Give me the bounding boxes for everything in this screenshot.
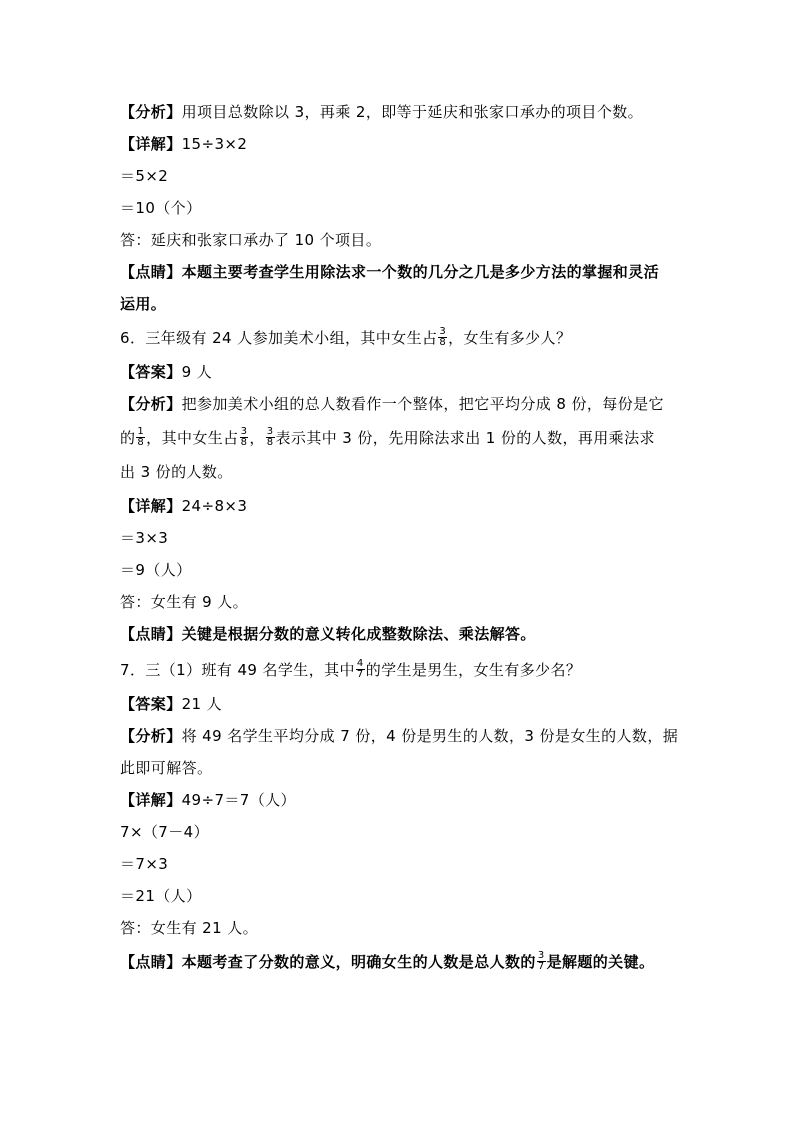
analysis-line — [120, 394, 664, 414]
tag-answer: 【答案】 — [120, 695, 182, 713]
fraction-3-8: $\frac{3}{8}$ — [266, 426, 274, 448]
calc-step: ＝21（人） — [120, 887, 202, 905]
analysis-continuation: 的 $\frac{1}{8}$ ，其中女生占 $\frac{3}{8}$ ， $\frac{3}{8}$ 表示其中 3 份，先用除法求出 1 份的人数，再用乘法求 — [120, 426, 655, 448]
calc-step: ＝7×3 — [120, 855, 169, 873]
solution-text: 49÷7＝7（人） — [181, 791, 296, 809]
question-6-text-a: 6．三年级有 24 人参加美术小组，其中女生占 — [120, 329, 438, 347]
tag-solution: 【详解】 — [120, 791, 182, 809]
tag-analysis: 【分析】 — [120, 395, 182, 413]
answer-text: 21 人 — [181, 695, 223, 713]
question-6-text-b: ，女生有多少人？ — [448, 329, 572, 347]
analysis-text: 把参加美术小组的总人数看作一个整体，把它平均分成 8 份，每份是它 — [181, 395, 664, 413]
comment-text: 本题主要考查学生用除法求一个数的几分之几是多少方法的掌握和灵活 — [181, 263, 660, 281]
calc-step: ＝10（个） — [120, 199, 202, 217]
calc-step: ＝9（人） — [120, 561, 192, 579]
solution-line — [120, 790, 296, 810]
analysis-continuation: 出 3 份的人数。 — [120, 463, 233, 481]
question-7 — [120, 660, 581, 681]
tag-comment: 【点睛】 — [120, 953, 182, 971]
solution-text: 24÷8×3 — [181, 497, 248, 515]
question-6 — [120, 328, 571, 349]
fraction-3-8: $\frac{3}{8}$ — [439, 326, 447, 348]
tag-solution: 【详解】 — [120, 497, 182, 515]
comment-text-end: 是解题的关键。 — [546, 953, 655, 971]
fraction-1-8: $\frac{1}{8}$ — [137, 426, 145, 448]
analysis-line — [120, 726, 678, 746]
comment-text: 关键是根据分数的意义转化成整数除法、乘法解答。 — [181, 625, 536, 643]
tag-comment: 【点睛】 — [120, 263, 182, 281]
answer-line — [120, 362, 212, 382]
comment-text: 本题考查了分数的意义，明确女生的人数是总人数的 — [181, 953, 536, 971]
solution-text: 15÷3×2 — [181, 135, 248, 153]
solution-line — [120, 134, 247, 154]
answer-line — [120, 694, 222, 714]
fraction-3-7: $\frac{3}{7}$ — [537, 950, 545, 972]
tag-answer: 【答案】 — [120, 363, 182, 381]
answer-statement: 答：延庆和张家口承办了 10 个项目。 — [120, 231, 382, 249]
analysis-line — [120, 102, 643, 122]
calc-step: ＝3×3 — [120, 529, 169, 547]
calc-step: 7×（7－4） — [120, 823, 209, 841]
analysis-continuation: 此即可解答。 — [120, 759, 213, 777]
analysis-text: 将 49 名学生平均分成 7 份，4 份是男生的人数，3 份是女生的人数，据 — [181, 727, 679, 745]
calc-step: ＝5×2 — [120, 167, 169, 185]
answer-text: 9 人 — [181, 363, 213, 381]
comment-line — [120, 262, 659, 282]
answer-statement: 答：女生有 9 人。 — [120, 593, 249, 611]
fraction-4-7: $\frac{4}{7}$ — [356, 658, 364, 680]
tag-analysis: 【分析】 — [120, 103, 182, 121]
comment-line — [120, 624, 536, 644]
fraction-3-8: $\frac{3}{8}$ — [240, 426, 248, 448]
analysis-text: 用项目总数除以 3，再乘 2，即等于延庆和张家口承办的项目个数。 — [181, 103, 644, 121]
question-7-text-b: 的学生是男生，女生有多少名？ — [365, 661, 582, 679]
tag-solution: 【详解】 — [120, 135, 182, 153]
solution-line — [120, 496, 247, 516]
answer-statement: 答：女生有 21 人。 — [120, 919, 259, 937]
tag-analysis: 【分析】 — [120, 727, 182, 745]
comment-continuation: 运用。 — [120, 295, 167, 313]
tag-comment: 【点睛】 — [120, 625, 182, 643]
question-7-text-a: 7．三（1）班有 49 名学生，其中 — [120, 661, 355, 679]
comment-line — [120, 952, 654, 973]
